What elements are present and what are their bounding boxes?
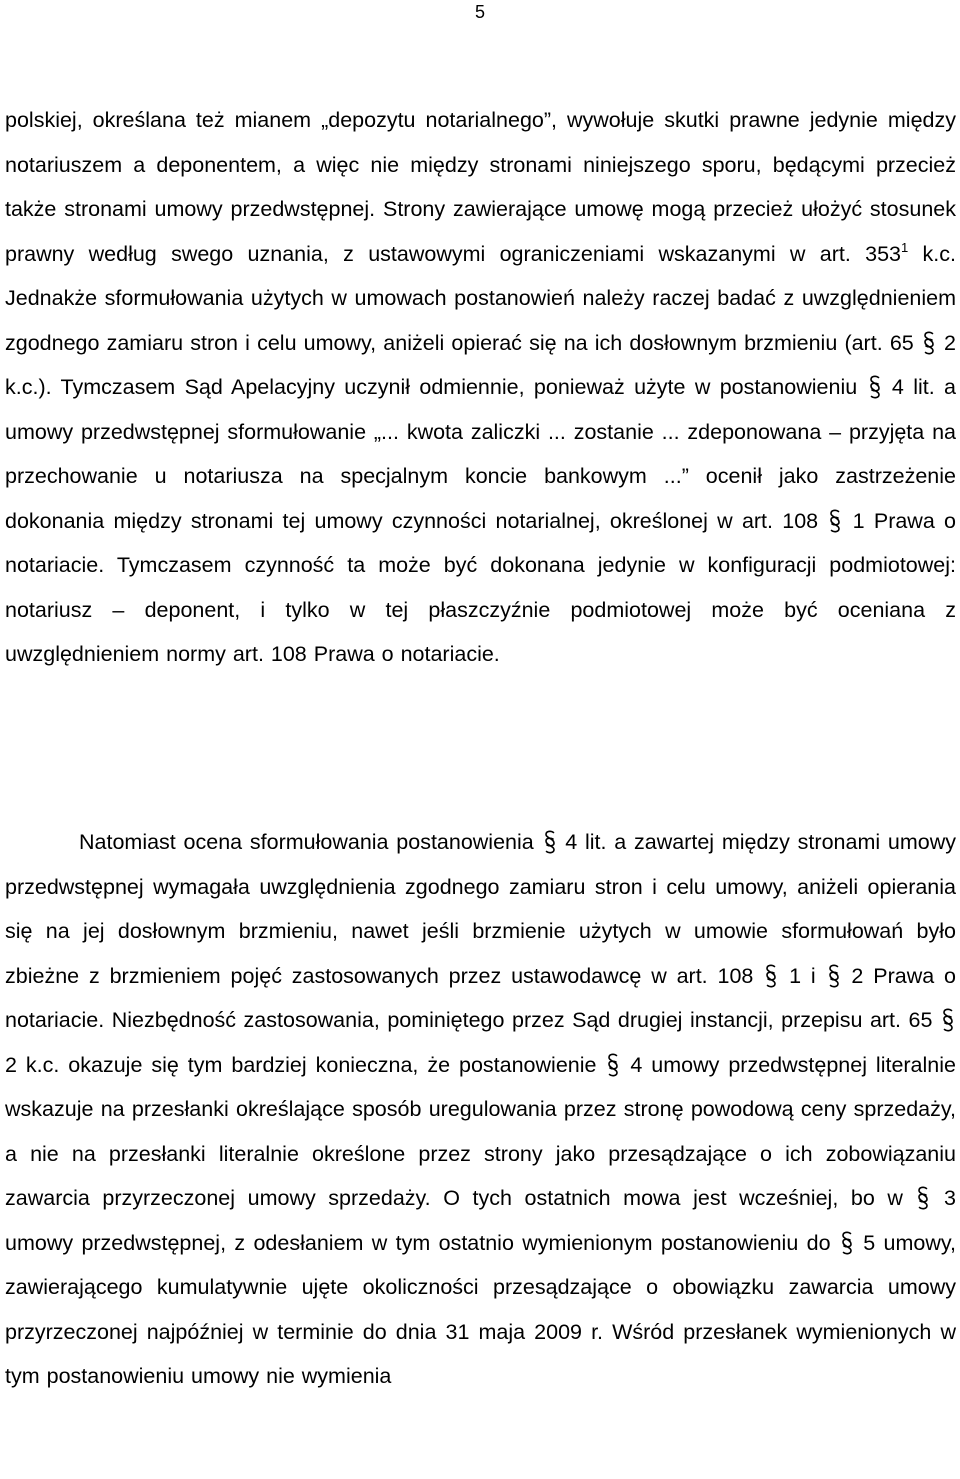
superscript-1: 1 (901, 239, 909, 255)
section-sign-icon (915, 1185, 931, 1211)
paragraph-2-text-c: 1 i (779, 963, 826, 988)
paragraph-1-text-a: polskiej, określana też mianem „depozytu notarialnego”, wywołuje skutki prawne jedynie między notariuszem a deponentem, a więc nie między stronami niniejszego sporu, będącymi przecież także stronami umowy przedwstępnej. Strony zawierające umowę mogą przecież ułożyć stosunek prawny według swego uznania, z ustawowymi ograniczeniami wskazanymi w art. 353 (5, 108, 956, 266)
section-sign-icon (921, 330, 937, 356)
paragraph-2-text-b: 4 lit. a zawartej między stronami umowy przedwstępnej wymagała uwzględnienia zgodnego zamiaru stron i celu umowy, aniżeli opierania się na jej dosłownym brzmieniu, nawet jeśli brzmienie użytych w umowie sformułowań było zbieżne z brzmieniem pojęć zastosowanych przez ustawodawcę w art. 108 (5, 830, 956, 988)
section-sign-icon (940, 1007, 956, 1033)
paragraph-2-text-f: 4 umowy przedwstępnej literalnie wskazuje na przesłanki określające sposób uregulowania przez stronę powodową ceny sprzedaży, a nie na przesłanki literalnie określone przez strony jako przesądzające o ich zobowiązaniu zawarcia przyrzeczonej umowy sprzedaży. O tych ostatnich mowa jest wcześniej, bo w (5, 1052, 956, 1210)
paragraph-2-text-e: 2 k.c. okazuje się tym bardziej konieczna, że postanowienie (5, 1052, 606, 1077)
paragraph-1-text-b: k.c. Jednakże sformułowania użytych w umowach postanowień należy raczej badać z uwzględnieniem zgodnego zamiaru stron i celu umowy, aniżeli opierać się na ich dosłownym brzmieniu (art. 65 (5, 241, 956, 355)
section-sign-icon (826, 963, 842, 989)
page-number: 5 (474, 2, 485, 22)
section-sign-icon (839, 1230, 855, 1256)
paragraph-2-text-h: 5 umowy, zawierającego kumulatywnie ujęte okoliczności przesądzające o obowiązku zawarcia umowy przyrzeczonej najpóźniej w terminie do dnia 31 maja 2009 r. Wśród przesłanek wymienionych w tym postanowieniu umowy nie wymienia (5, 1230, 957, 1388)
paragraph-2-text-g: 3 umowy przedwstępnej, z odesłaniem w tym ostatnio wymienionym postanowieniu do (5, 1186, 957, 1255)
paragraph-1-text-e: 1 Prawa o notariacie. Tymczasem czynność ta może być dokonana jedynie w konfiguracji podmiotowej: notariusz – deponent, i tylko w tej płaszczyźnie podmiotowej może być oceniana z uwzględnieniem normy art. 108 Prawa o notariacie. (5, 508, 957, 666)
paragraph-1 (5, 98, 956, 677)
section-sign-icon (763, 963, 779, 989)
section-sign-icon (867, 374, 883, 400)
paragraph-1-text-d: 4 lit. a umowy przedwstępnej sformułowanie „... kwota zaliczki ... zostanie ... zdeponowana – przyjęta na przechowanie u notariusza na specjalnym koncie bankowym ...” ocenił jako zastrzeżenie dokonania między stronami tej umowy czynności notarialnej, określonej w art. 108 (5, 375, 956, 533)
section-sign-icon (605, 1052, 621, 1078)
section-sign-icon (827, 508, 843, 534)
paragraph-2-text-d: 2 Prawa o notariacie. Niezbędność zastosowania, pominiętego przez Sąd drugiej instancji, przepisu art. 65 (5, 963, 956, 1032)
paragraph-2 (5, 820, 956, 1399)
section-sign-icon (542, 829, 558, 855)
paragraph-2-text-a: Natomiast ocena sformułowania postanowienia (79, 830, 542, 854)
paragraph-1-text-c: 2 k.c.). Tymczasem Sąd Apelacyjny uczynił odmiennie, ponieważ użyte w postanowieniu (5, 330, 956, 399)
